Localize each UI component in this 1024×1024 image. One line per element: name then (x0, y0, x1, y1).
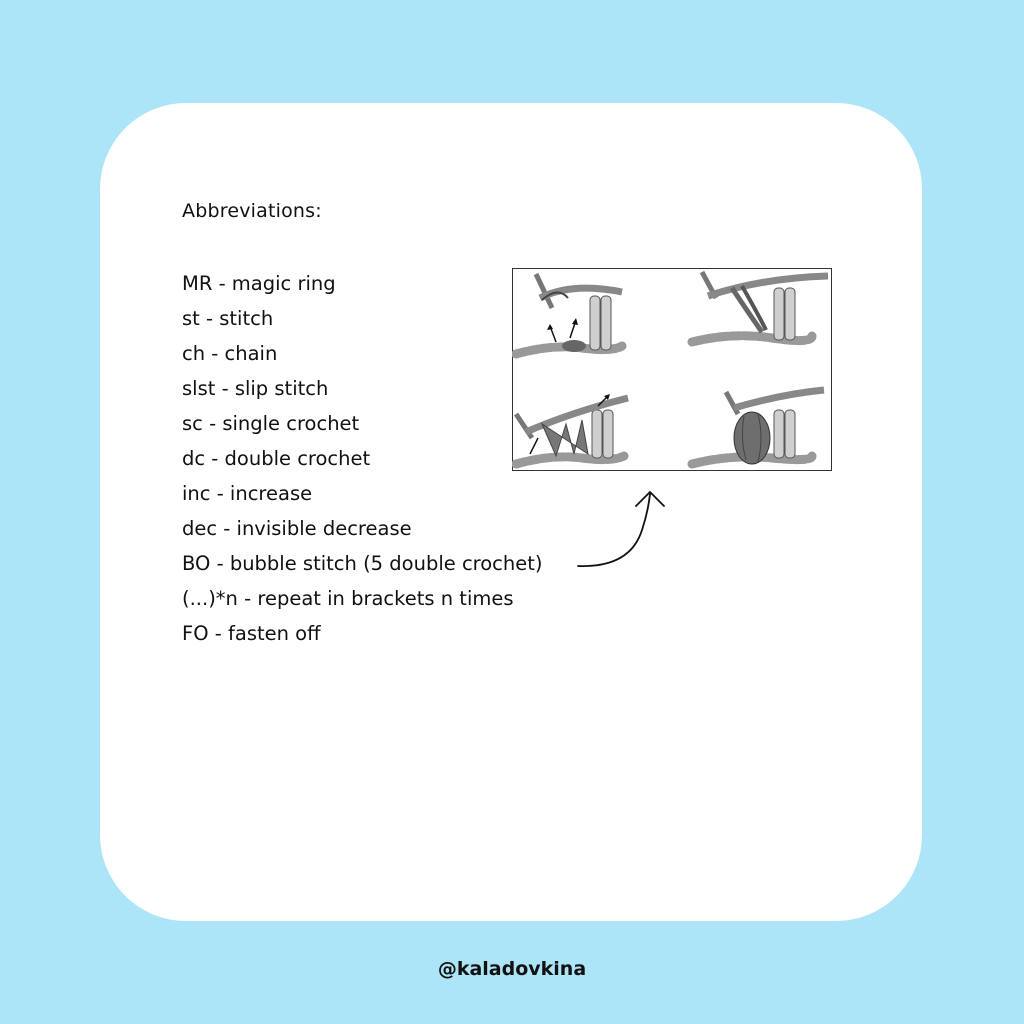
abbreviation-item: (...)*n - repeat in brackets n times (182, 587, 514, 610)
abbreviation-item: sc - single crochet (182, 412, 360, 435)
abbreviation-item: BO - bubble stitch (5 double crochet) (182, 552, 543, 575)
abbreviation-item: slst - slip stitch (182, 377, 329, 400)
abbreviation-item: dc - double crochet (182, 447, 371, 470)
abbreviation-item: MR - magic ring (182, 272, 336, 295)
abbreviation-item: FO - fasten off (182, 622, 321, 645)
abbreviation-item: st - stitch (182, 307, 274, 330)
curved-arrow-icon (570, 480, 680, 580)
abbreviations-list (182, 270, 543, 655)
abbreviation-item: inc - increase (182, 482, 313, 505)
author-handle: @kaladovkina (437, 958, 587, 980)
abbreviation-item: dec - invisible decrease (182, 517, 412, 540)
bubble-stitch-diagram (512, 268, 832, 471)
abbreviation-item: ch - chain (182, 342, 278, 365)
abbreviations-title: Abbreviations: (182, 200, 322, 222)
